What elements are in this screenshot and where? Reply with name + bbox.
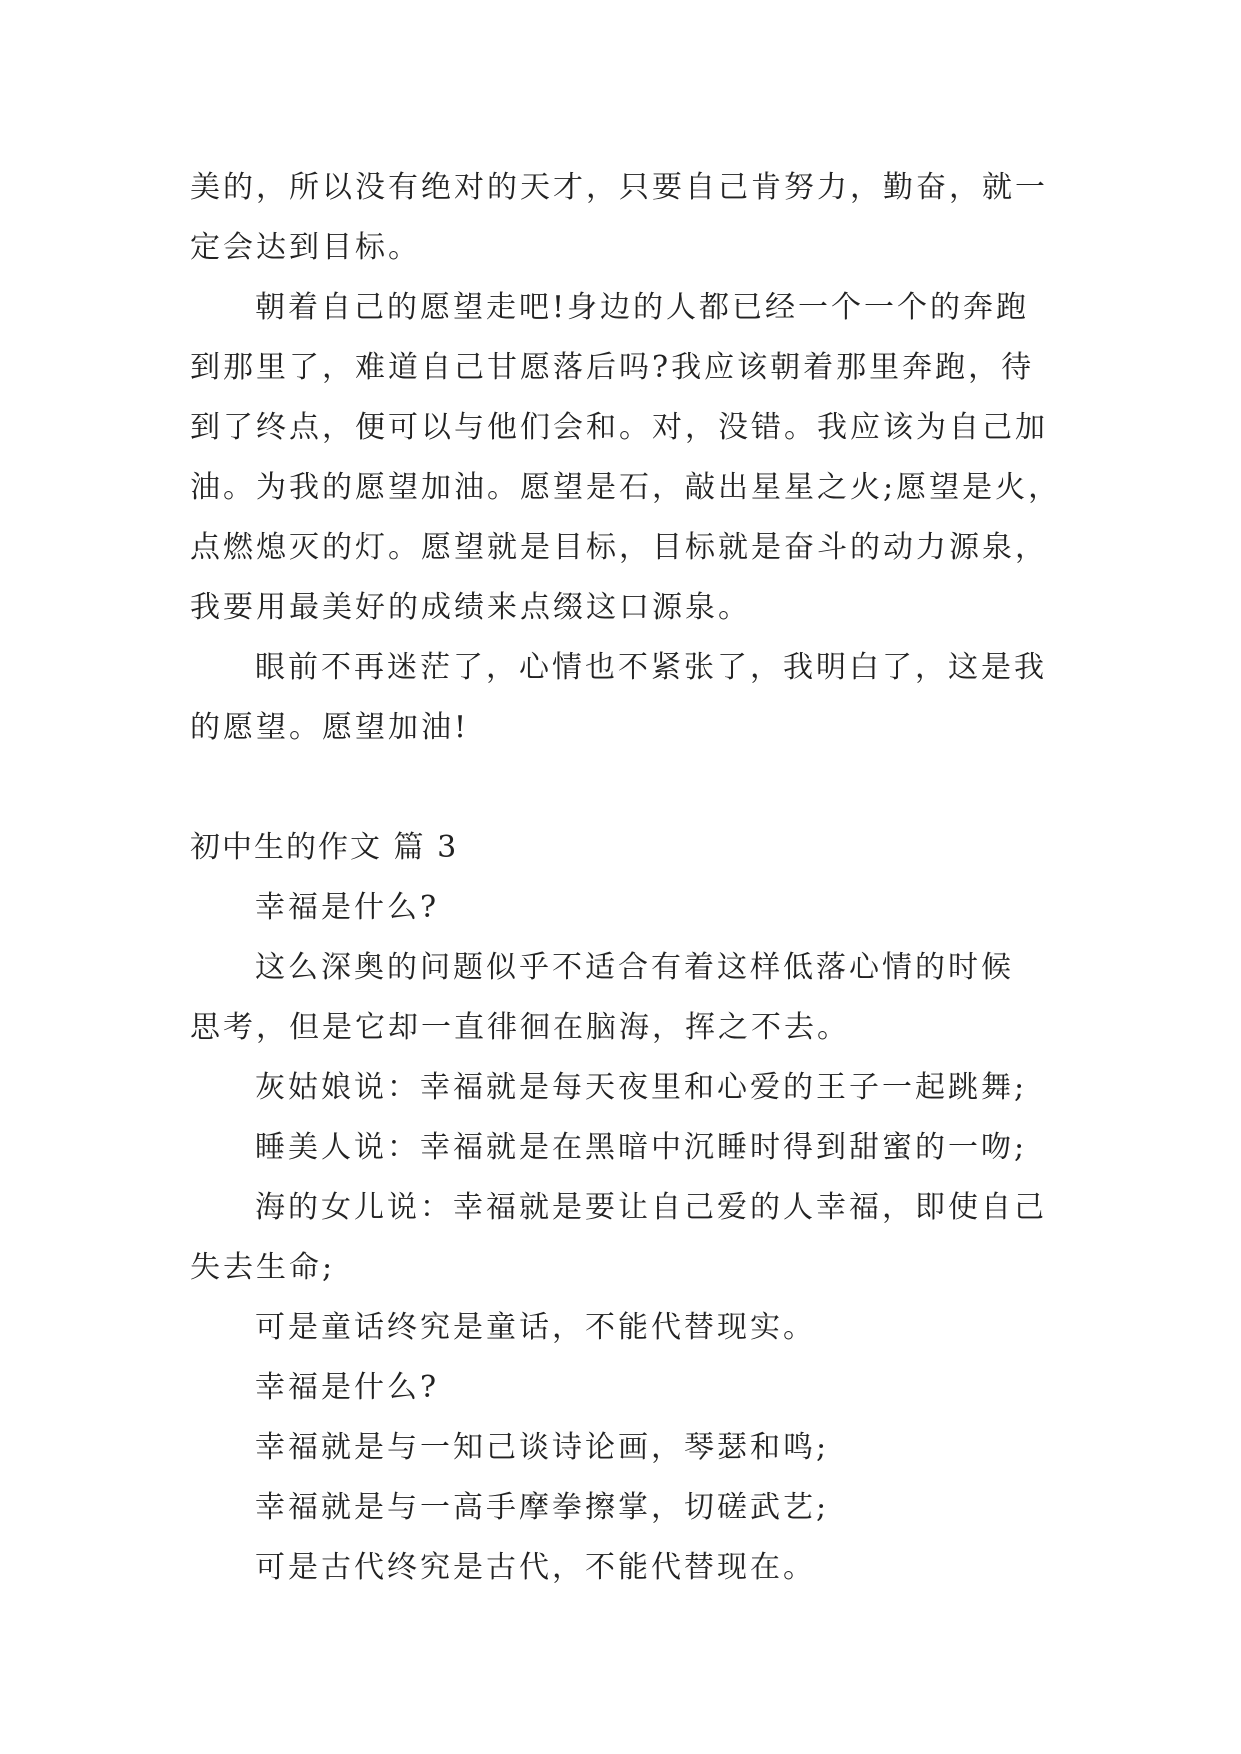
paragraph-start-line: 幸福是什么? — [255, 1370, 440, 1405]
paragraph-start-line: 灰姑娘说：幸福就是每天夜里和心爱的王子一起跳舞; — [255, 1070, 1028, 1105]
essay-title: 初中生的作文 篇 3 — [190, 830, 459, 865]
section-gap — [190, 758, 1060, 818]
text-line: 我要用最美好的成绩来点缀这口源泉。 — [190, 590, 751, 625]
paragraph-start-line: 幸福就是与一高手摩拳擦掌，切磋武艺; — [255, 1490, 830, 1525]
paragraph-start-line: 眼前不再迷茫了，心情也不紧张了，我明白了，这是我 — [255, 650, 1047, 685]
text-line: 美的，所以没有绝对的天才，只要自己肯努力，勤奋，就一 — [190, 170, 1048, 205]
text-line: 思考，但是它却一直徘徊在脑海，挥之不去。 — [190, 1010, 850, 1045]
text-line: 定会达到目标。 — [190, 230, 421, 265]
paragraph-start-line: 睡美人说：幸福就是在黑暗中沉睡时得到甜蜜的一吻; — [255, 1130, 1028, 1165]
text-line: 到了终点，便可以与他们会和。对，没错。我应该为自己加 — [190, 410, 1048, 445]
paragraph-start-line: 这么深奥的问题似乎不适合有着这样低落心情的时候 — [255, 950, 1014, 985]
document-body — [190, 158, 1060, 1598]
paragraph-start-line: 海的女儿说：幸福就是要让自己爱的人幸福，即使自己 — [255, 1190, 1047, 1225]
paragraph-start-line: 幸福是什么? — [255, 890, 440, 925]
text-line: 失去生命; — [190, 1250, 336, 1285]
paragraph-start-line: 朝着自己的愿望走吧!身边的人都已经一个一个的奔跑 — [255, 290, 1030, 325]
paragraph-start-line: 可是童话终究是童话，不能代替现实。 — [255, 1310, 816, 1345]
text-line: 的愿望。愿望加油! — [190, 710, 470, 745]
paragraph-start-line: 可是古代终究是古代，不能代替现在。 — [255, 1550, 816, 1585]
text-line: 点燃熄灭的灯。愿望就是目标，目标就是奋斗的动力源泉， — [190, 530, 1048, 565]
text-line: 油。为我的愿望加油。愿望是石，敲出星星之火;愿望是火， — [190, 470, 1062, 505]
paragraph-start-line: 幸福就是与一知己谈诗论画，琴瑟和鸣; — [255, 1430, 830, 1465]
text-line: 到那里了，难道自己甘愿落后吗?我应该朝着那里奔跑，待 — [190, 350, 1035, 385]
